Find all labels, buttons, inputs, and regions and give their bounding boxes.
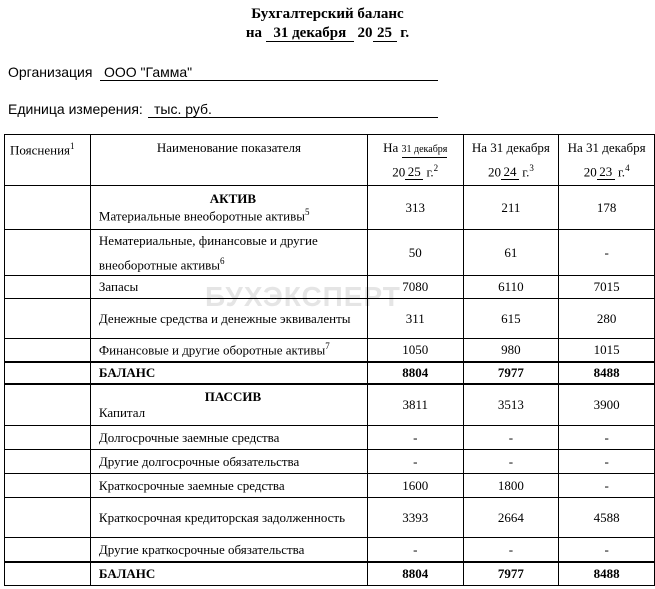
- row-name: Долгосрочные заемные средства: [98, 429, 280, 445]
- table-row: Нематериальные, финансовые и другие внеоборотные активы$^6$ 50 61 -: [5, 230, 655, 276]
- col-2024-header: На 31 декабря 20 24 г.$^3$: [463, 135, 559, 186]
- row-name: Нематериальные, финансовые и другие внеоборотные активы: [98, 233, 318, 273]
- table-row: [5, 276, 655, 299]
- row-name: Другие долгосрочные обязательства: [98, 453, 300, 469]
- date-day-month: 31 декабря: [266, 25, 354, 42]
- value-2023: 280: [559, 299, 655, 339]
- value-2024: -: [463, 450, 559, 474]
- value-2023: 7015: [559, 276, 655, 299]
- value-2025: 8804: [367, 362, 463, 384]
- value-2025: 313: [367, 186, 463, 230]
- value-2024: 980: [463, 339, 559, 362]
- table-row: [5, 474, 655, 498]
- value-2023: -: [559, 538, 655, 562]
- date-on-label: на: [245, 25, 263, 41]
- table-header-row: [5, 135, 655, 186]
- row-name: Финансовые и другие оборотные активы: [98, 342, 326, 358]
- col-name-header: Наименование показателя: [90, 135, 367, 186]
- balance-total-row: [5, 362, 655, 384]
- unit-row: [8, 100, 448, 120]
- date-year-suffix: 25: [373, 25, 397, 42]
- value-2023: -: [559, 474, 655, 498]
- value-2023: 1015: [559, 339, 655, 362]
- value-2025: -: [367, 538, 463, 562]
- value-2024: 2664: [463, 498, 559, 538]
- value-2024: -: [463, 538, 559, 562]
- value-2024: 615: [463, 299, 559, 339]
- unit-value: тыс. руб.: [154, 101, 212, 117]
- col-2025-header: На 31 декабря 20 25 г.$^2$: [367, 135, 463, 186]
- value-2025: -: [367, 450, 463, 474]
- table-row: АКТИВ Материальные внеоборотные активы$^5$ 313 211 178: [5, 186, 655, 230]
- value-2023: -: [559, 230, 655, 276]
- value-2024: 1800: [463, 474, 559, 498]
- col-2023-header: На 31 декабря 20 23 г.$^4$: [559, 135, 655, 186]
- organization-value: ООО "Гамма": [104, 64, 193, 80]
- table-row: [5, 299, 655, 339]
- row-name: Запасы: [98, 279, 139, 295]
- value-2025: 1600: [367, 474, 463, 498]
- liabilities-section-title: ПАССИВ: [204, 389, 262, 405]
- value-2025: -: [367, 426, 463, 450]
- row-name: Капитал: [98, 405, 146, 421]
- row-name: БАЛАНС: [98, 566, 156, 582]
- value-2024: 6110: [463, 276, 559, 299]
- value-2024: 3513: [463, 384, 559, 426]
- value-2023: 178: [559, 186, 655, 230]
- balance-table: [4, 134, 655, 586]
- organization-label: Организация: [8, 64, 93, 80]
- value-2025: 50: [367, 230, 463, 276]
- value-2023: 3900: [559, 384, 655, 426]
- organization-row: [8, 63, 448, 83]
- watermark: БУХЭКСПЕРТ: [205, 281, 401, 312]
- table-row: [5, 538, 655, 562]
- value-2024: 61: [463, 230, 559, 276]
- row-name: Другие краткосрочные обязательства: [98, 541, 305, 557]
- date-year-prefix: 20: [357, 25, 373, 41]
- value-2024: 7977: [463, 562, 559, 586]
- report-date: [0, 25, 655, 42]
- value-2023: -: [559, 450, 655, 474]
- value-2023: -: [559, 426, 655, 450]
- value-2023: 4588: [559, 498, 655, 538]
- table-row: Финансовые и другие оборотные активы$^7$ 1050 980 1015: [5, 339, 655, 362]
- value-2024: 211: [463, 186, 559, 230]
- value-2023: 8488: [559, 362, 655, 384]
- row-name: Краткосрочная кредиторская задолженность: [98, 509, 346, 525]
- value-2024: 7977: [463, 362, 559, 384]
- value-2025: 3811: [367, 384, 463, 426]
- row-name: Материальные внеоборотные активы: [98, 208, 305, 224]
- value-2025: 311: [367, 299, 463, 339]
- balance-total-row: [5, 562, 655, 586]
- col-notes-header: Пояснения$^1$: [5, 135, 91, 186]
- table-row: [5, 498, 655, 538]
- value-2023: 8488: [559, 562, 655, 586]
- row-name: БАЛАНС: [98, 364, 156, 380]
- value-2025: 7080: [367, 276, 463, 299]
- row-name: Краткосрочные заемные средства: [98, 477, 285, 493]
- unit-label: Единица измерения:: [8, 101, 143, 117]
- assets-section-title: АКТИВ: [209, 190, 257, 206]
- value-2025: 3393: [367, 498, 463, 538]
- value-2024: -: [463, 426, 559, 450]
- value-2025: 1050: [367, 339, 463, 362]
- value-2025: 8804: [367, 562, 463, 586]
- date-year-unit: г.: [400, 25, 410, 41]
- table-row: [5, 450, 655, 474]
- table-row: [5, 384, 655, 426]
- row-name: Денежные средства и денежные эквиваленты: [98, 310, 351, 326]
- document-title: Бухгалтерский баланс: [251, 6, 404, 22]
- table-row: [5, 426, 655, 450]
